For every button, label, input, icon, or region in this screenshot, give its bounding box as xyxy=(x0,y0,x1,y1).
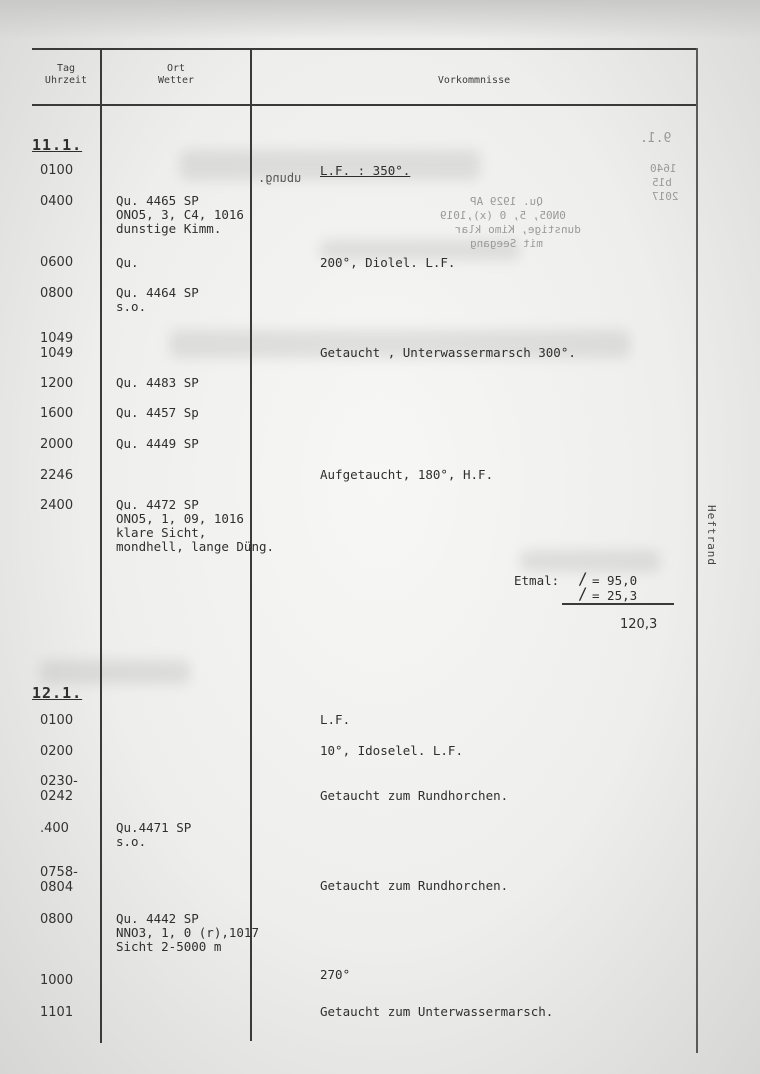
row-location-weather: Qu. 4457 Sp xyxy=(116,405,199,420)
row-time: .400 xyxy=(40,821,69,836)
date-12-1: 12.1. xyxy=(32,684,83,702)
bleed-time: b15 xyxy=(652,176,672,189)
etmal-total: 120,3 xyxy=(620,617,658,632)
etmal-slash-2: / xyxy=(578,584,588,603)
row-event: Aufgetaucht, 180°, H.F. xyxy=(320,467,494,482)
header-ort-wetter xyxy=(104,63,248,87)
row-time: 0100 xyxy=(40,163,74,178)
header-wetter: Wetter xyxy=(157,75,195,86)
row-event: Getaucht zum Rundhorchen. xyxy=(320,878,509,893)
row-event: L.F. xyxy=(320,712,351,727)
row-time: 0758- 0804 xyxy=(40,865,78,895)
row-location-weather: Qu. 4464 SP s.o. xyxy=(116,285,199,314)
row-time: 0600 xyxy=(40,255,74,270)
etmal-value-2: = 25,3 xyxy=(592,588,638,603)
smudge xyxy=(40,660,190,684)
row-time: 0800 xyxy=(40,912,74,927)
row-location-weather: Qu. xyxy=(116,255,139,270)
row-time: 0400 xyxy=(40,194,74,209)
etmal-slash-1: / xyxy=(578,569,588,588)
row-time: 2000 xyxy=(40,437,74,452)
row-time: 2400 xyxy=(40,498,74,513)
row-event: 270° xyxy=(320,967,351,982)
bleed-line: dunstige, Kimo klar xyxy=(455,223,581,236)
row-time: 0200 xyxy=(40,744,74,759)
row-event: Getaucht zum Rundhorchen. xyxy=(320,788,509,803)
row-time: 1049 1049 xyxy=(40,331,74,361)
row-time: 0800 xyxy=(40,286,74,301)
row-location-weather: Qu. 4483 SP xyxy=(116,375,199,390)
smudge xyxy=(520,550,660,572)
right-margin-rule xyxy=(696,48,698,1053)
row-location-weather: Qu. 4472 SP ONO5, 1, 09, 1016 klare Sicht, mondhell, lange Düng. xyxy=(116,497,275,554)
row-location-weather: Qu. 4465 SP ONO5, 3, C4, 1016 dunstige Kimm. xyxy=(116,193,244,236)
etmal-value-1: = 95,0 xyxy=(592,573,638,588)
etmal-sum-rule xyxy=(562,603,674,605)
side-label-heftrand: Heftrand xyxy=(705,505,718,566)
bleed-smudge-text: ubung. xyxy=(258,171,302,185)
column-divider-1 xyxy=(100,48,102,1043)
row-location-weather: Qu. 4449 SP xyxy=(116,436,199,451)
header-uhrzeit: Uhrzeit xyxy=(44,75,88,86)
row-location-weather: Qu.4471 SP s.o. xyxy=(116,820,192,849)
row-time: 0100 xyxy=(40,713,74,728)
header-bottom-rule xyxy=(32,104,698,106)
row-location-weather: Qu. 4442 SP NNO3, 1, 0 (r),1017 Sicht 2-5000 m xyxy=(116,911,259,954)
etmal-label: Etmal: xyxy=(514,573,560,588)
bleed-line: mit Seegang xyxy=(470,237,543,250)
row-time: 0230- 0242 xyxy=(40,774,78,804)
row-event: 200°, Diolel. L.F. xyxy=(320,255,456,270)
header-tag-uhrzeit xyxy=(34,63,98,87)
row-event: 10°, Idoselel. L.F. xyxy=(320,743,463,758)
table-top-rule xyxy=(32,48,698,50)
row-event: Getaucht zum Unterwassermarsch. xyxy=(320,1004,554,1019)
page-top-shadow xyxy=(0,0,760,40)
row-time: 2246 xyxy=(40,468,74,483)
header-ort: Ort xyxy=(166,63,186,74)
bleed-time: 1640 xyxy=(650,162,677,175)
header-vorkommnisse: Vorkommnisse xyxy=(437,75,511,86)
bleed-date: 9.1. xyxy=(640,131,672,146)
date-11-1: 11.1. xyxy=(32,136,83,154)
row-time: 1000 xyxy=(40,973,74,988)
row-event: L.F. : 350°. xyxy=(320,163,411,178)
bleed-line: 0N05, 5, 0 (x),1019 xyxy=(440,209,566,222)
header-tag: Tag xyxy=(56,63,76,74)
bleed-line: Qu. 1929 AP xyxy=(470,195,543,208)
row-time: 1101 xyxy=(40,1005,74,1020)
row-time: 1200 xyxy=(40,376,74,391)
row-event: Getaucht , Unterwassermarsch 300°. xyxy=(320,345,576,360)
row-time: 1600 xyxy=(40,406,74,421)
bleed-time: 2017 xyxy=(652,190,679,203)
